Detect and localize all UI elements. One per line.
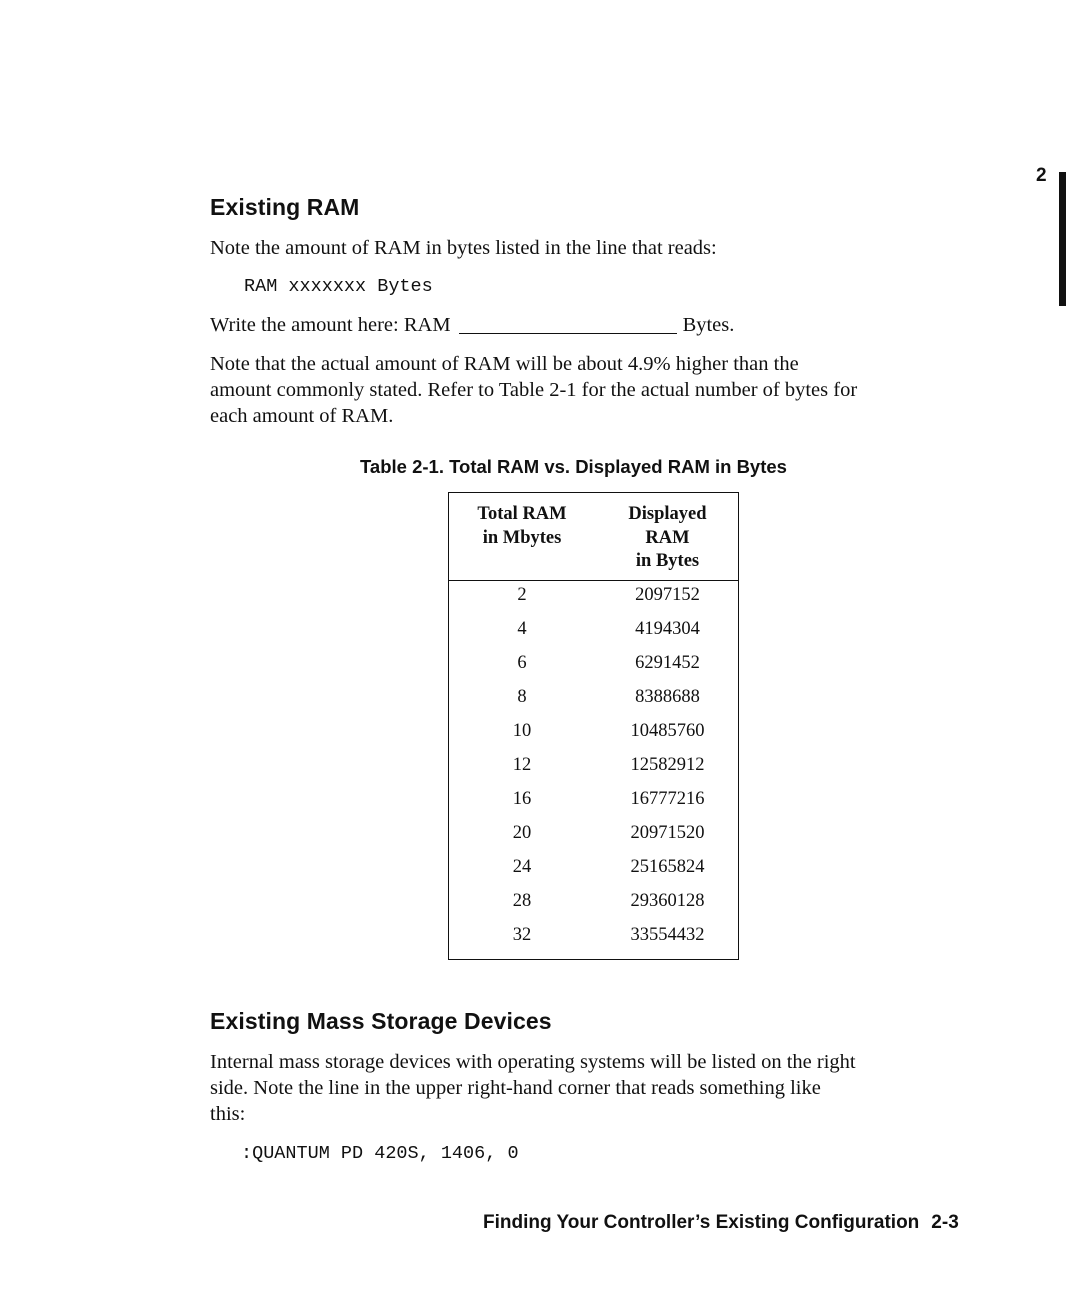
- mass-storage-paragraph: [210, 1049, 856, 1127]
- header-text: in Mbytes: [482, 527, 562, 548]
- cell-displayed-bytes: 6291452: [635, 653, 700, 673]
- cell-displayed-bytes: 12582912: [630, 755, 705, 775]
- table-row: [449, 618, 738, 652]
- cell-displayed-bytes: 4194304: [635, 619, 700, 639]
- header-text: Total RAM: [477, 504, 567, 524]
- ram-note-line: amount commonly stated. Refer to Table 2-1 for the actual number of bytes for: [210, 379, 858, 401]
- table-row: [449, 720, 738, 754]
- cell-total-mbytes: 28: [512, 891, 532, 911]
- ram-note-line: each amount of RAM.: [210, 405, 394, 427]
- cell-displayed-bytes: 8388688: [635, 687, 700, 707]
- ram-blank-line: [459, 333, 677, 334]
- table-row: [449, 652, 738, 686]
- cell-total-mbytes: 20: [512, 823, 532, 843]
- cell-displayed-bytes: 33554432: [630, 925, 705, 945]
- ram-note-line: Note that the actual amount of RAM will be about 4.9% higher than the: [210, 353, 799, 375]
- header-text: in Bytes: [635, 551, 700, 571]
- cell-displayed-bytes: 16777216: [630, 789, 705, 809]
- chapter-tab-number: 2: [1036, 165, 1047, 186]
- mass-storage-line: side. Note the line in the upper right-hand corner that reads something like: [210, 1077, 821, 1099]
- ram-note-paragraph: [210, 351, 857, 429]
- header-text: Displayed: [628, 504, 707, 524]
- cell-total-mbytes: 10: [512, 721, 532, 741]
- cell-total-mbytes: 6: [517, 653, 527, 673]
- mass-storage-line: this:: [210, 1103, 246, 1125]
- table-row: [449, 890, 738, 924]
- cell-total-mbytes: 16: [512, 789, 532, 809]
- ram-intro-text: Note the amount of RAM in bytes listed in the line that reads:: [210, 237, 717, 259]
- mass-storage-code-line: :QUANTUM PD 420S, 1406, 0: [241, 1143, 519, 1164]
- footer-page-number: 2-3: [931, 1212, 959, 1233]
- chapter-tab-bar: [1059, 172, 1066, 306]
- cell-total-mbytes: 2: [517, 585, 527, 605]
- page-footer: [483, 1212, 959, 1234]
- cell-total-mbytes: 4: [517, 619, 527, 639]
- table-row: [449, 754, 738, 788]
- ram-write-suffix: Bytes.: [682, 314, 735, 336]
- section-heading-existing-ram: Existing RAM: [210, 194, 360, 220]
- header-displayed-ram: [595, 503, 740, 574]
- cell-displayed-bytes: 29360128: [630, 891, 705, 911]
- cell-displayed-bytes: 20971520: [630, 823, 705, 843]
- table-row: [449, 584, 738, 618]
- ram-write-line: [210, 312, 734, 338]
- table-header: [449, 493, 738, 581]
- cell-total-mbytes: 8: [517, 687, 527, 707]
- cell-displayed-bytes: 10485760: [630, 721, 705, 741]
- cell-total-mbytes: 24: [512, 857, 532, 877]
- table-row: [449, 924, 738, 958]
- ram-table: [448, 492, 739, 960]
- header-text: RAM: [645, 527, 690, 548]
- table-row: [449, 856, 738, 890]
- ram-code-line: RAM xxxxxxx Bytes: [244, 276, 433, 297]
- footer-chapter-title: Finding Your Controller’s Existing Configuration: [483, 1212, 920, 1233]
- mass-storage-line: Internal mass storage devices with operating systems will be listed on the right: [210, 1051, 856, 1073]
- cell-total-mbytes: 12: [512, 755, 532, 775]
- cell-displayed-bytes: 2097152: [635, 585, 700, 605]
- cell-displayed-bytes: 25165824: [630, 857, 705, 877]
- section-heading-mass-storage: Existing Mass Storage Devices: [210, 1008, 552, 1034]
- header-total-ram: [449, 503, 595, 550]
- table-body: [449, 584, 738, 958]
- table-caption: Table 2-1. Total RAM vs. Displayed RAM in Bytes: [360, 456, 787, 477]
- table-row: [449, 822, 738, 856]
- cell-total-mbytes: 32: [512, 925, 532, 945]
- table-row: [449, 686, 738, 720]
- ram-write-prefix: Write the amount here: RAM: [210, 314, 451, 336]
- table-row: [449, 788, 738, 822]
